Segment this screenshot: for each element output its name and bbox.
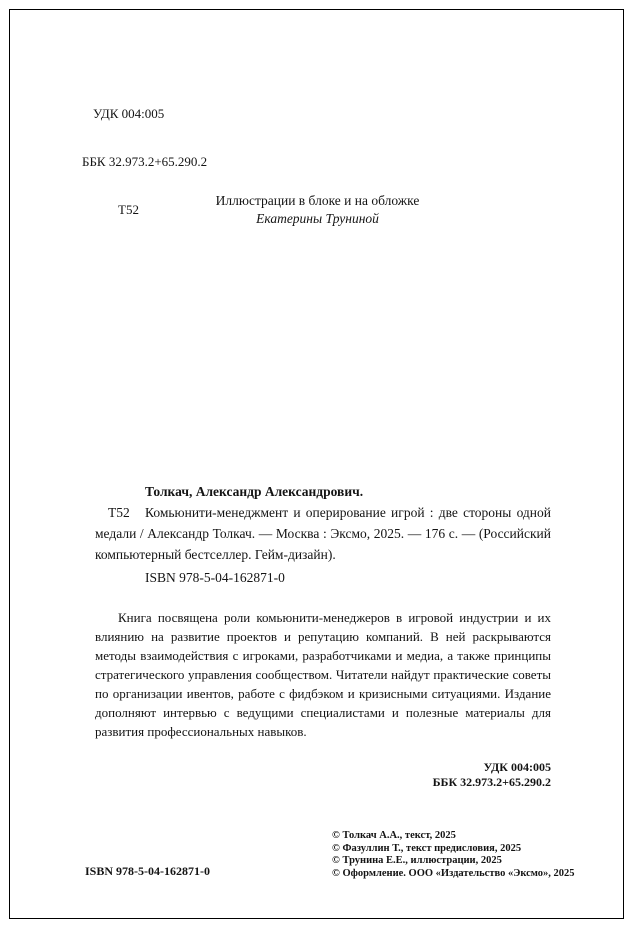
- bibliographic-entry: [95, 502, 551, 565]
- udk-code-bottom: УДК 004:005: [483, 760, 551, 774]
- copyright-line: © Оформление. ООО «Издательство «Эксмо», 2025: [332, 867, 575, 879]
- author-sign-code: Т52: [118, 202, 139, 217]
- bibliographic-author-sign: Т52: [108, 505, 130, 520]
- bibliographic-description: Комьюнити-менеджмент и оперирование игрой : две стороны одной медали / Александр Толкач. — Москва : Эксмо, 2025. — 176 с. — (Российский компьютерный бестселлер. Гейм-дизайн).: [95, 505, 551, 562]
- bibliographic-block: [95, 481, 551, 588]
- illustration-credit: [0, 192, 635, 228]
- bibliographic-author: Толкач, Александр Александрович.: [145, 484, 364, 499]
- copyright-block: [332, 830, 575, 880]
- isbn-bottom: ISBN 978-5-04-162871-0: [85, 864, 210, 878]
- copyright-line: © Трунина Е.Е., иллюстрации, 2025: [332, 855, 502, 867]
- copyright-line: © Толкач А.А., текст, 2025: [332, 830, 456, 841]
- bbk-code: ББК 32.973.2+65.290.2: [82, 154, 208, 169]
- copyright-line: © Фазуллин Т., текст предисловия, 2025: [332, 842, 522, 854]
- isbn-line: ISBN 978-5-04-162871-0: [145, 570, 285, 585]
- illustration-artist: Екатерины Труниной: [256, 211, 379, 226]
- bottom-classification-block: [95, 760, 551, 790]
- bbk-code-bottom: ББК 32.973.2+65.290.2: [432, 775, 551, 789]
- udk-code: УДК 004:005: [93, 106, 165, 121]
- illustration-credit-line: Иллюстрации в блоке и на обложке: [215, 193, 420, 208]
- annotation-paragraph: Книга посвящена роли комьюнити-менеджеров в игровой индустрии и их влиянию на развитие проектов и репутацию компаний. В ней раскрываются методы взаимодействия с игроками, разработчиками и медиа, а также принципы стратегического управления сообществом. Читатели найдут практические советы по организации ивентов, работе с фидбэком и кризисными ситуациями. Издание дополняют интервью с ведущими специалистами и полезные материалы для развития профессиональных навыков.: [95, 610, 551, 739]
